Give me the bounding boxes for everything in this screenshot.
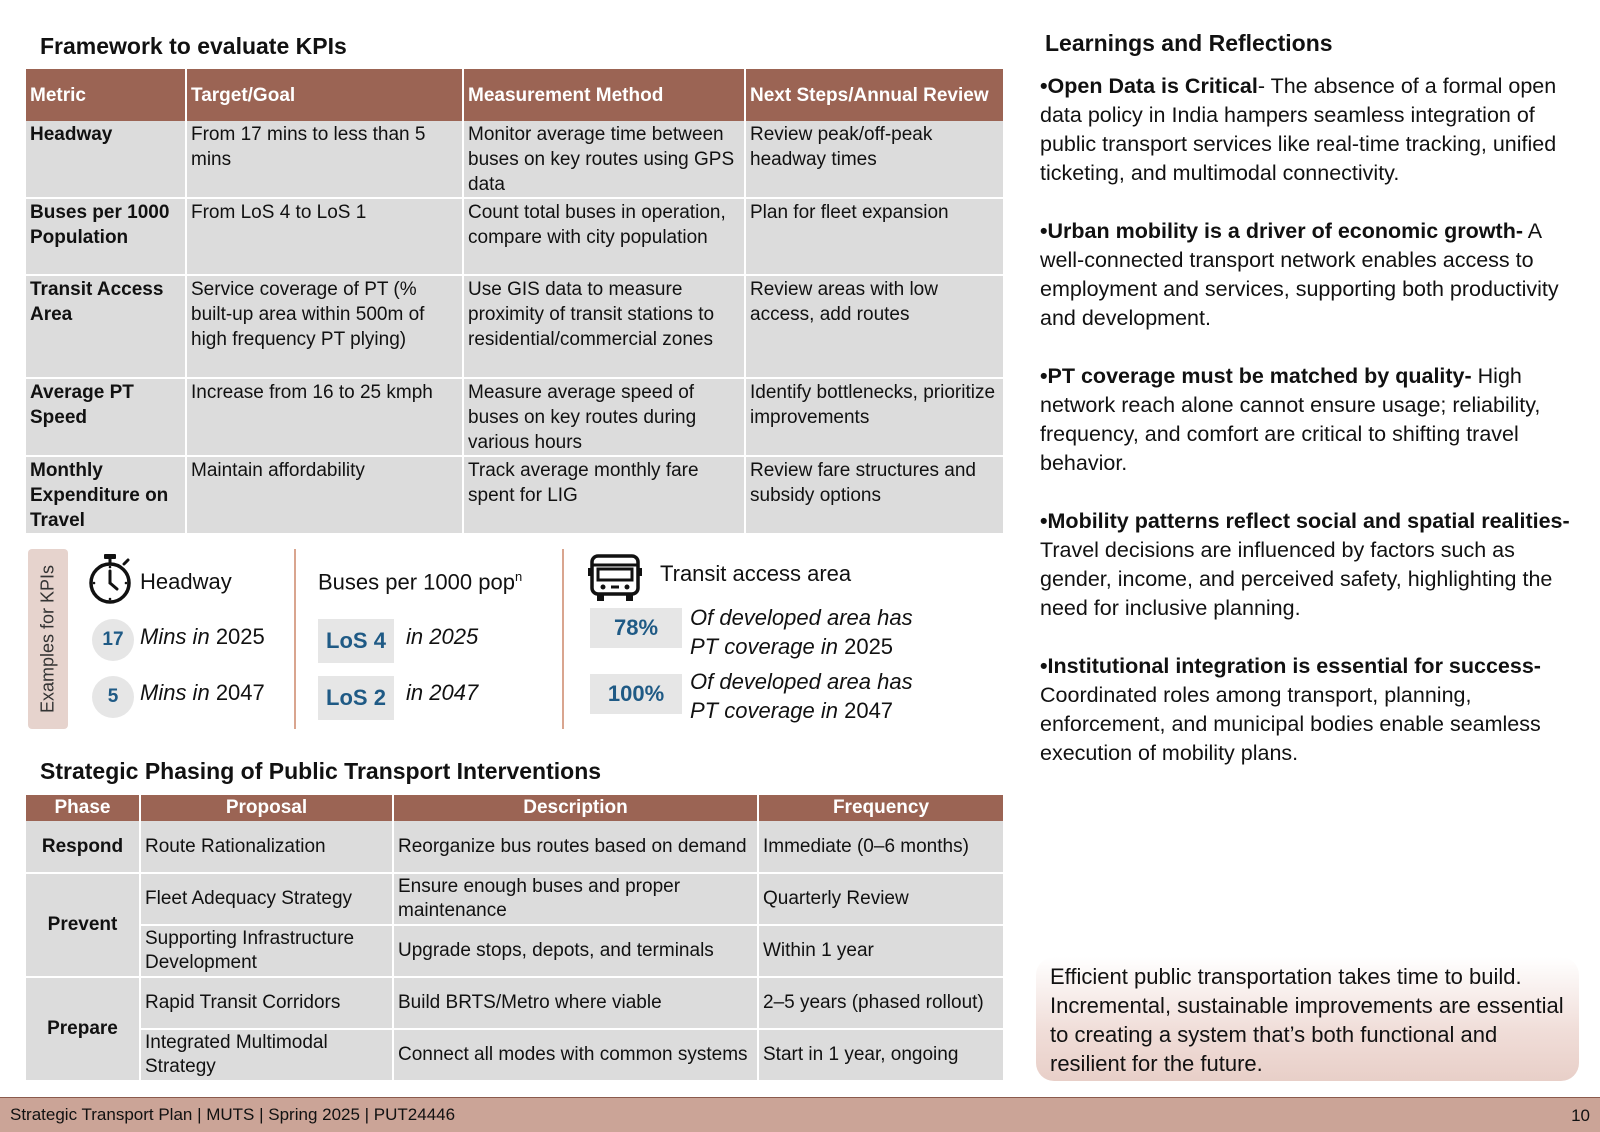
table-row [26,121,1003,198]
phasing-section-title: Strategic Phasing of Public Transport Interventions [40,758,602,784]
learning-item [1040,507,1585,623]
los-caption: in 2025 [406,624,479,649]
headway-caption-year: 2047 [215,680,265,705]
proposal-cell: Fleet Adequacy Strategy [140,873,393,925]
table-row [26,925,1003,977]
coverage-value-badge: 78% [590,608,682,648]
coverage-caption-line: Of developed area has [690,669,913,694]
examples-side-label [28,549,68,729]
table-row [26,456,1003,534]
description-cell: Upgrade stops, depots, and terminals [393,925,758,977]
learning-item-heading: •Mobility patterns reflect social and spatial realities- [1040,509,1570,533]
learning-item-text: - The absence of a formal open data policy in India hampers seamless integration of public transport services like real-time tracking, unified ticketing, and multimodal connectivity. [1040,74,1557,185]
headway-caption-label: Mins in [140,624,210,649]
metric-cell: Monthly Expenditure on Travel [26,456,186,534]
next-steps-cell: Plan for fleet expansion [745,198,1003,275]
coverage-caption-year: 2025 [844,634,894,659]
learning-item-heading: •Urban mobility is a driver of economic growth- [1040,219,1523,243]
table-row [26,821,1003,873]
table-row [26,198,1003,275]
phasing-header-cell: Frequency [758,795,1003,821]
phasing-header-cell: Description [393,795,758,821]
learning-item [1040,72,1585,188]
target-cell: From LoS 4 to LoS 1 [186,198,463,275]
headway-caption-year: 2025 [215,624,265,649]
method-cell: Measure average speed of buses on key routes during various hours [463,378,745,456]
footer-text: Strategic Transport Plan | MUTS | Spring 2025 | PUT24446 [10,1105,456,1124]
target-cell: From 17 mins to less than 5 mins [186,121,463,198]
next-steps-cell: Review areas with low access, add routes [745,275,1003,378]
headway-caption [140,624,265,650]
learning-item-text: High network reach alone cannot ensure usage; reliability, frequency, and comfort are critical to shifting travel behavior. [1040,364,1541,475]
conclusion-callout: Efficient public transportation takes time to build. Incremental, sustainable improvements are essential to creating a system that’s both functional and resilient for the future. [1036,957,1579,1081]
kpi-header-cell: Next Steps/Annual Review [745,69,1003,121]
method-cell: Monitor average time between buses on key routes using GPS data [463,121,745,198]
headway-caption-label: Mins in [140,680,210,705]
examples-divider [562,549,564,729]
frequency-cell: 2–5 years (phased rollout) [758,977,1003,1029]
examples-divider [294,549,296,729]
kpi-header-cell: Metric [26,69,186,121]
kpi-section-title: Framework to evaluate KPIs [40,33,347,59]
los-value-badge: LoS 2 [318,676,394,720]
learning-item [1040,652,1585,768]
table-row [26,275,1003,378]
kpi-header-cell: Measurement Method [463,69,745,121]
coverage-caption [690,603,913,661]
learning-item [1040,217,1585,333]
learnings-title: Learnings and Reflections [1045,30,1333,56]
proposal-cell: Supporting Infrastructure Development [140,925,393,977]
kpi-table [26,69,1003,535]
metric-cell: Average PT Speed [26,378,186,456]
buses-title-text: Buses per 1000 pop [318,569,515,595]
phase-cell: Prepare [26,977,140,1081]
phasing-table [26,795,1003,1082]
learning-item [1040,362,1585,478]
coverage-caption-line: PT coverage in [690,698,838,723]
target-cell: Increase from 16 to 25 kmph [186,378,463,456]
target-cell: Maintain affordability [186,456,463,534]
frequency-cell: Within 1 year [758,925,1003,977]
proposal-cell: Integrated Multimodal Strategy [140,1029,393,1081]
coverage-value-badge: 100% [590,674,682,714]
los-value-badge: LoS 4 [318,619,394,663]
method-cell: Count total buses in operation, compare with city population [463,198,745,275]
headway-example-title: Headway [140,569,232,594]
coverage-caption-year: 2047 [844,698,894,723]
learning-item-heading: •Institutional integration is essential for success- [1040,654,1541,678]
frequency-cell: Quarterly Review [758,873,1003,925]
table-row [26,1029,1003,1081]
stopwatch-icon [86,553,134,605]
phase-cell: Prevent [26,873,140,977]
phase-cell: Respond [26,821,140,873]
next-steps-cell: Identify bottlenecks, prioritize improvements [745,378,1003,456]
phasing-header-row [26,795,1003,821]
description-cell: Build BRTS/Metro where viable [393,977,758,1029]
next-steps-cell: Review peak/off-peak headway times [745,121,1003,198]
coverage-caption-line: PT coverage in [690,634,838,659]
description-cell: Connect all modes with common systems [393,1029,758,1081]
buses-title-sup: n [514,569,523,584]
frequency-cell: Start in 1 year, ongoing [758,1029,1003,1081]
learning-item-text: A well-connected transport network enables access to employment and services, supporting both productivity and development. [1040,219,1559,330]
learning-item-text: Travel decisions are influenced by factors such as gender, income, and perceived safety, highlighting the need for inclusive planning. [1040,538,1553,620]
description-cell: Ensure enough buses and proper maintenance [393,873,758,925]
examples-side-text: Examples for KPIs [37,564,58,714]
target-cell: Service coverage of PT (% built-up area within 500m of high frequency PT plying) [186,275,463,378]
table-row [26,378,1003,456]
coverage-caption [690,667,913,725]
metric-cell: Transit Access Area [26,275,186,378]
proposal-cell: Route Rationalization [140,821,393,873]
description-cell: Reorganize bus routes based on demand [393,821,758,873]
buses-example-title [318,569,522,595]
transit-example-title: Transit access area [660,561,852,586]
next-steps-cell: Review fare structures and subsidy options [745,456,1003,534]
learning-item-heading: •PT coverage must be matched by quality- [1040,364,1472,388]
method-cell: Use GIS data to measure proximity of transit stations to residential/commercial zones [463,275,745,378]
kpi-header-cell: Target/Goal [186,69,463,121]
learning-item-heading: •Open Data is Critical [1040,74,1258,98]
headway-value-badge: 5 [92,676,134,718]
proposal-cell: Rapid Transit Corridors [140,977,393,1029]
table-row [26,977,1003,1029]
coverage-caption-line: Of developed area has [690,605,913,630]
learnings-list [1040,72,1585,797]
phasing-header-cell: Proposal [140,795,393,821]
kpi-header-row [26,69,1003,121]
footer [0,1097,1600,1132]
bus-icon [588,554,642,604]
los-caption: in 2047 [406,680,479,705]
headway-value-badge: 17 [92,619,134,661]
learning-item-text: Coordinated roles among transport, planning, enforcement, and municipal bodies enable seamless execution of mobility plans. [1040,683,1541,765]
table-row [26,873,1003,925]
headway-caption [140,680,265,706]
frequency-cell: Immediate (0–6 months) [758,821,1003,873]
page-number: 10 [1571,1106,1590,1125]
metric-cell: Buses per 1000 Population [26,198,186,275]
phasing-header-cell: Phase [26,795,140,821]
metric-cell: Headway [26,121,186,198]
method-cell: Track average monthly fare spent for LIG [463,456,745,534]
